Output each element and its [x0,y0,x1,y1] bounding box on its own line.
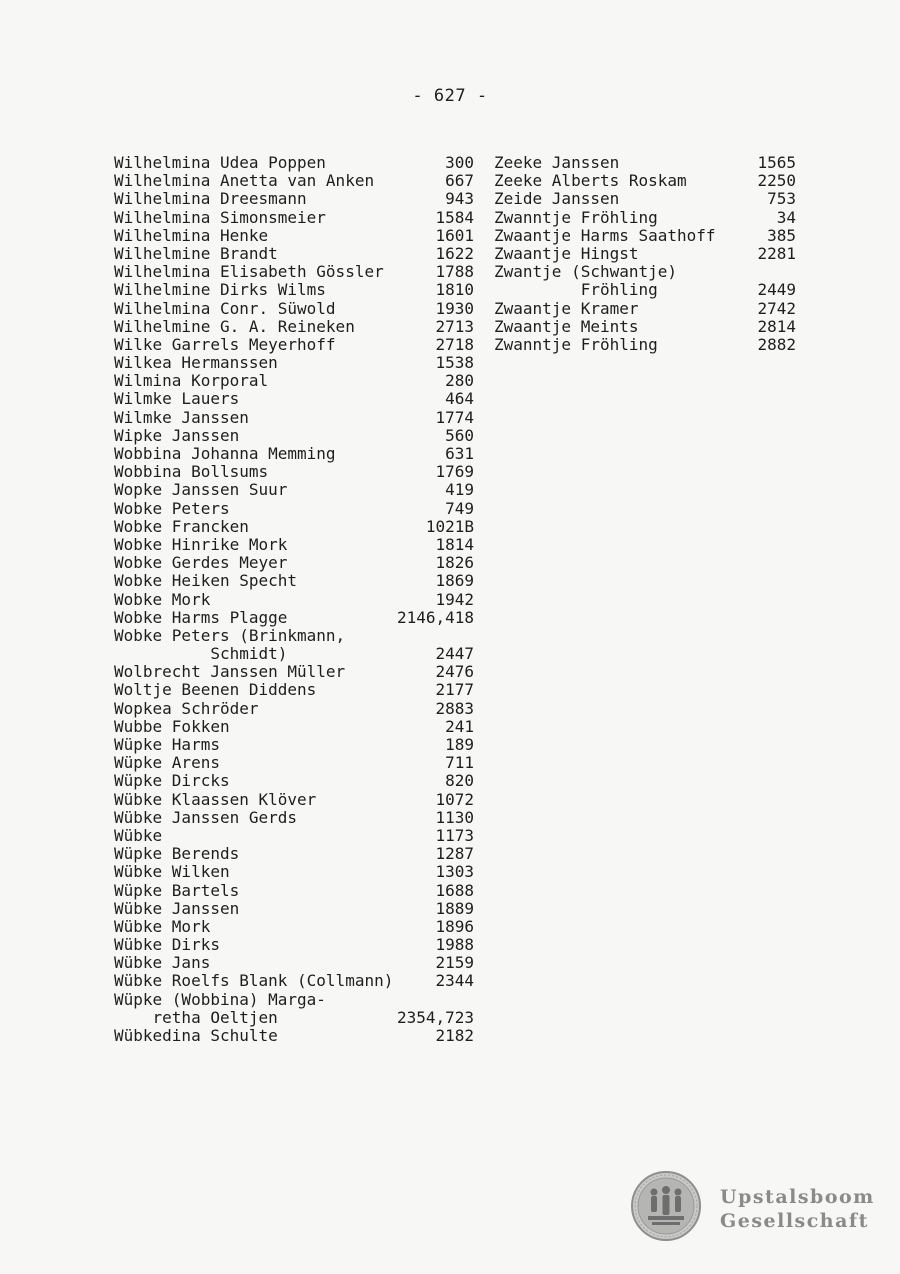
entry-reference: 1287 [435,844,474,864]
entry-name: Wobbina Johanna Memming [114,444,336,463]
entry-reference: 1565 [757,153,796,172]
entry-reference: 1942 [435,589,474,609]
index-column-right [494,154,796,354]
index-entry [114,445,474,463]
index-entry [494,318,796,336]
index-entry [114,918,474,936]
index-entry [494,227,796,245]
index-entry [114,427,474,445]
index-entry [114,827,474,845]
entry-reference: 2742 [757,298,796,318]
entry-name: Wubbe Fokken [114,716,230,736]
entry-reference: 1688 [435,880,474,900]
index-entry [114,845,474,863]
entry-name: Wilhelmina Udea Poppen [114,153,326,172]
entry-reference: 2281 [757,243,796,263]
index-entry [494,154,796,172]
entry-reference: 2718 [435,334,474,354]
index-entry [114,991,474,1009]
index-entry [114,772,474,790]
entry-reference: 1769 [435,462,474,482]
entry-reference: 2354,723 [396,1007,474,1027]
entry-name: Wüpke Arens [114,753,220,773]
index-entry [114,936,474,954]
index-entry [114,227,474,245]
index-entry [114,972,474,990]
entry-name: Wilhelmine Brandt [114,243,278,263]
index-entry [114,736,474,754]
index-entry [114,354,474,372]
index-entry [114,245,474,263]
entry-name: Zwanntje Fröhling [494,334,658,354]
entry-name: Wübke Dirks [114,935,220,955]
entry-name: Wobke Peters (Brinkmann, [114,625,346,645]
index-entry [494,209,796,227]
entry-reference: 1584 [435,207,474,227]
entry-name: Wipke Janssen [114,425,240,445]
entry-name: Wübke Wilken [114,862,230,882]
index-entry [494,172,796,190]
index-entry [494,263,796,281]
entry-reference: 1788 [435,262,474,282]
entry-name: Zwantje (Schwantje) [494,262,678,282]
index-entry [114,809,474,827]
index-entry [114,154,474,172]
index-entry [494,245,796,263]
index-entry [114,463,474,481]
index-entry [114,1027,474,1045]
entry-name: Wilhelmina Elisabeth Gössler [114,262,384,282]
entry-reference: 464 [445,389,474,409]
entry-reference: 1622 [435,243,474,263]
entry-name: Wilmke Janssen [114,407,249,427]
entry-name: Schmidt) [114,644,288,664]
entry-reference: 1869 [435,571,474,591]
seal-emblem-icon [630,1170,702,1242]
entry-reference: 943 [445,189,474,209]
index-entry [114,663,474,681]
entry-reference: 1810 [435,280,474,300]
index-entry [114,754,474,772]
entry-reference: 1021B [425,516,474,536]
entry-name: Wilmke Lauers [114,389,240,409]
entry-name: Wopkea Schröder [114,698,259,718]
entry-name: Wübke Jans [114,953,211,973]
index-entry [114,390,474,408]
entry-name: Wübke [114,825,163,845]
entry-name: Wüpke (Wobbina) Marga- [114,989,326,1009]
entry-name: Zeeke Janssen [494,153,620,172]
entry-name: Zwaantje Meints [494,316,639,336]
entry-reference: 2449 [757,280,796,300]
entry-reference: 711 [445,753,474,773]
entry-name: Wübke Janssen Gerds [114,807,298,827]
index-entry [114,263,474,281]
entry-name: Wobke Hinrike Mork [114,534,288,554]
index-entry [114,645,474,663]
entry-name: Zwaantje Harms Saathoff [494,225,716,245]
index-entry [114,300,474,318]
index-entry [494,281,796,299]
entry-reference: 1072 [435,789,474,809]
entry-reference: 2713 [435,316,474,336]
entry-name: Wolbrecht Janssen Müller [114,662,346,682]
entry-name: Wüpke Harms [114,735,220,754]
index-entry [114,518,474,536]
index-entry [114,681,474,699]
entry-name: Wilhelmina Conr. Süwold [114,298,336,318]
index-entry [494,300,796,318]
entry-name: Wilke Garrels Meyerhoff [114,334,336,354]
entry-name: Wilhelmina Henke [114,225,269,245]
entry-reference: 560 [445,425,474,445]
index-entry [114,554,474,572]
entry-name: Wilhelmine G. A. Reineken [114,316,355,336]
entry-reference: 2344 [435,971,474,991]
entry-reference: 631 [445,444,474,463]
entry-reference: 753 [767,189,796,209]
index-entry [114,954,474,972]
index-entry [114,882,474,900]
watermark-line-2: Gesellschaft [720,1210,869,1232]
entry-name: Wobke Peters [114,498,230,518]
index-entry [114,172,474,190]
entry-name: Wübke Mork [114,916,211,936]
entry-reference: 820 [445,771,474,791]
entry-reference: 1889 [435,898,474,918]
entry-name: Wilkea Hermanssen [114,353,278,373]
entry-name: Wüpke Bartels [114,880,240,900]
entry-reference: 749 [445,498,474,518]
entry-name: Wopke Janssen Suur [114,480,288,500]
page-number: - 627 - [412,86,488,106]
index-entry [114,591,474,609]
entry-reference: 1303 [435,862,474,882]
entry-name: Zeeke Alberts Roskam [494,171,687,191]
index-entry [114,700,474,718]
index-entry [114,190,474,208]
entry-name: Wübke Roelfs Blank (Collmann) [114,971,394,991]
index-entry [114,481,474,499]
entry-name: Wübkedina Schulte [114,1026,278,1045]
entry-reference: 300 [445,153,474,172]
entry-reference: 2814 [757,316,796,336]
entry-reference: 241 [445,716,474,736]
entry-name: Zeide Janssen [494,189,620,209]
index-entry [114,336,474,354]
index-entry [494,336,796,354]
entry-reference: 1130 [435,807,474,827]
index-entry [114,409,474,427]
entry-name: Wobke Heiken Specht [114,571,298,591]
entry-name: Zwaantje Hingst [494,243,639,263]
entry-reference: 34 [776,207,796,227]
index-entry [114,609,474,627]
entry-reference: 2159 [435,953,474,973]
entry-reference: 2476 [435,662,474,682]
entry-name: Wüpke Dircks [114,771,230,791]
entry-name: Wilhelmina Simonsmeier [114,207,326,227]
entry-name: Fröhling [494,280,658,300]
watermark-text [720,1185,875,1233]
entry-name: Wilhelmina Anetta van Anken [114,171,375,191]
index-column-left [114,154,474,1045]
entry-name: Woltje Beenen Diddens [114,680,317,700]
index-entry [114,900,474,918]
index-entry [494,190,796,208]
entry-reference: 1896 [435,916,474,936]
entry-reference: 2883 [435,698,474,718]
index-entry [114,863,474,881]
index-entry [114,372,474,390]
entry-reference: 1826 [435,553,474,573]
entry-name: Zwanntje Fröhling [494,207,658,227]
watermark-line-1: Upstalsboom [720,1186,875,1208]
index-entry [114,209,474,227]
entry-reference: 1173 [435,825,474,845]
entry-reference: 1988 [435,935,474,955]
entry-name: retha Oeltjen [114,1007,278,1027]
entry-reference: 280 [445,371,474,391]
entry-name: Wüpke Berends [114,844,240,864]
index-entry [114,281,474,299]
index-entry [114,627,474,645]
entry-name: Wilmina Korporal [114,371,269,391]
entry-name: Zwaantje Kramer [494,298,639,318]
index-entry [114,536,474,554]
entry-reference: 189 [445,735,474,754]
index-entry [114,318,474,336]
index-entry [114,572,474,590]
entry-reference: 1930 [435,298,474,318]
entry-name: Wobke Gerdes Meyer [114,553,288,573]
entry-reference: 1538 [435,353,474,373]
entry-name: Wübke Janssen [114,898,240,918]
entry-name: Wilhelmina Dreesmann [114,189,307,209]
entry-name: Wobbina Bollsums [114,462,269,482]
entry-name: Wobke Mork [114,589,211,609]
entry-name: Wobke Francken [114,516,249,536]
entry-reference: 419 [445,480,474,500]
index-entry [114,1009,474,1027]
entry-name: Wilhelmine Dirks Wilms [114,280,326,300]
entry-name: Wübke Klaassen Klöver [114,789,317,809]
entry-reference: 2146,418 [396,607,474,627]
index-entry [114,718,474,736]
entry-reference: 2177 [435,680,474,700]
index-entry [114,791,474,809]
index-entry [114,500,474,518]
entry-reference: 1601 [435,225,474,245]
entry-reference: 2882 [757,334,796,354]
entry-reference: 1774 [435,407,474,427]
entry-reference: 2250 [757,171,796,191]
entry-reference: 667 [445,171,474,191]
entry-reference: 1814 [435,534,474,554]
entry-reference: 2182 [435,1026,474,1045]
entry-reference: 2447 [435,644,474,664]
entry-name: Wobke Harms Plagge [114,607,288,627]
entry-reference: 385 [767,225,796,245]
